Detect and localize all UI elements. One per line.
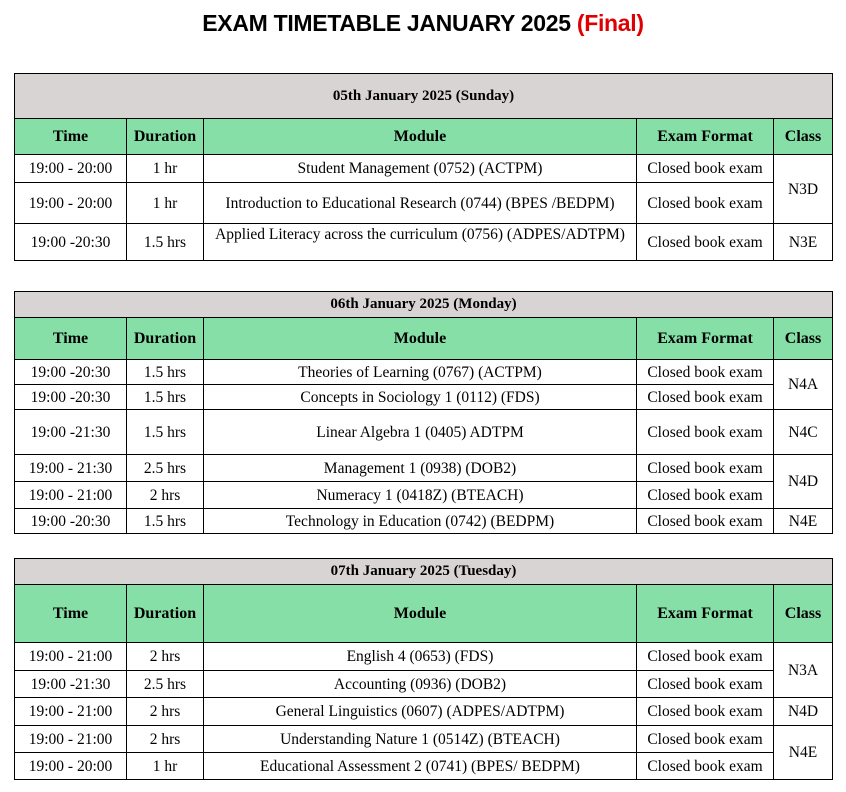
cell-module: Technology in Education (0742) (BEDPM) — [204, 509, 637, 534]
table-row — [15, 360, 833, 385]
col-module: Module — [204, 318, 637, 360]
col-format: Exam Format — [637, 585, 774, 643]
table-row — [15, 753, 833, 780]
cell-format: Closed book exam — [637, 509, 774, 534]
day-date: 06th January 2025 (Monday) — [15, 292, 833, 318]
col-time: Time — [15, 119, 127, 155]
table-row — [15, 509, 833, 534]
cell-time: 19:00 - 20:00 — [15, 155, 127, 183]
cell-duration: 1.5 hrs — [127, 360, 204, 385]
day-header — [15, 292, 833, 318]
page-title — [0, 10, 846, 37]
cell-format: Closed book exam — [637, 183, 774, 224]
cell-duration: 1 hr — [127, 753, 204, 780]
cell-module: Accounting (0936) (DOB2) — [204, 671, 637, 698]
cell-module: English 4 (0653) (FDS) — [204, 643, 637, 671]
cell-module: Introduction to Educational Research (0744) (BPES /BEDPM) — [204, 183, 637, 224]
cell-format: Closed book exam — [637, 410, 774, 455]
table-row — [15, 183, 833, 224]
timetable-day-1 — [14, 73, 833, 261]
table-row — [15, 155, 833, 183]
col-duration: Duration — [127, 585, 204, 643]
cell-format: Closed book exam — [637, 698, 774, 726]
cell-time: 19:00 -21:30 — [15, 671, 127, 698]
cell-module: General Linguistics (0607) (ADPES/ADTPM) — [204, 698, 637, 726]
cell-class: N4D — [774, 455, 833, 509]
table-row — [15, 410, 833, 455]
cell-class: N4A — [774, 360, 833, 410]
column-header-row — [15, 119, 833, 155]
title-status: (Final) — [576, 10, 644, 36]
cell-format: Closed book exam — [637, 455, 774, 482]
table-row — [15, 455, 833, 482]
day-header — [15, 559, 833, 585]
col-time: Time — [15, 585, 127, 643]
col-format: Exam Format — [637, 318, 774, 360]
cell-class: N4C — [774, 410, 833, 455]
cell-class: N4D — [774, 698, 833, 726]
cell-duration: 1.5 hrs — [127, 410, 204, 455]
cell-format: Closed book exam — [637, 224, 774, 261]
cell-time: 19:00 - 21:00 — [15, 482, 127, 509]
cell-time: 19:00 -20:30 — [15, 385, 127, 410]
cell-time: 19:00 - 20:00 — [15, 183, 127, 224]
col-module: Module — [204, 119, 637, 155]
cell-class: N4E — [774, 509, 833, 534]
timetable-day-2 — [14, 291, 833, 534]
table-row — [15, 224, 833, 261]
cell-time: 19:00 -21:30 — [15, 410, 127, 455]
cell-module: Educational Assessment 2 (0741) (BPES/ BEDPM) — [204, 753, 637, 780]
cell-format: Closed book exam — [637, 155, 774, 183]
cell-duration: 2.5 hrs — [127, 455, 204, 482]
cell-module: Numeracy 1 (0418Z) (BTEACH) — [204, 482, 637, 509]
day-date: 05th January 2025 (Sunday) — [15, 74, 833, 119]
cell-format: Closed book exam — [637, 726, 774, 753]
col-duration: Duration — [127, 119, 204, 155]
cell-time: 19:00 -20:30 — [15, 224, 127, 261]
cell-time: 19:00 - 21:30 — [15, 455, 127, 482]
cell-duration: 2 hrs — [127, 698, 204, 726]
column-header-row — [15, 585, 833, 643]
table-row — [15, 643, 833, 671]
cell-module: Management 1 (0938) (DOB2) — [204, 455, 637, 482]
cell-time: 19:00 -20:30 — [15, 360, 127, 385]
table-row — [15, 671, 833, 698]
cell-time: 19:00 -20:30 — [15, 509, 127, 534]
cell-duration: 2 hrs — [127, 726, 204, 753]
cell-format: Closed book exam — [637, 360, 774, 385]
cell-module: Understanding Nature 1 (0514Z) (BTEACH) — [204, 726, 637, 753]
cell-module: Linear Algebra 1 (0405) ADTPM — [204, 410, 637, 455]
cell-time: 19:00 - 20:00 — [15, 753, 127, 780]
day-date: 07th January 2025 (Tuesday) — [15, 559, 833, 585]
col-duration: Duration — [127, 318, 204, 360]
cell-module: Student Management (0752) (ACTPM) — [204, 155, 637, 183]
cell-format: Closed book exam — [637, 482, 774, 509]
cell-duration: 2 hrs — [127, 482, 204, 509]
cell-format: Closed book exam — [637, 385, 774, 410]
cell-module: Concepts in Sociology 1 (0112) (FDS) — [204, 385, 637, 410]
table-row — [15, 698, 833, 726]
cell-format: Closed book exam — [637, 643, 774, 671]
table-row — [15, 726, 833, 753]
cell-class: N4E — [774, 726, 833, 780]
cell-module: Applied Literacy across the curriculum (0756) (ADPES/ADTPM) — [215, 226, 625, 243]
col-module: Module — [204, 585, 637, 643]
col-time: Time — [15, 318, 127, 360]
col-format: Exam Format — [637, 119, 774, 155]
cell-duration: 1 hr — [127, 183, 204, 224]
cell-duration: 1 hr — [127, 155, 204, 183]
cell-time: 19:00 - 21:00 — [15, 643, 127, 671]
title-main: EXAM TIMETABLE JANUARY 2025 — [202, 10, 571, 36]
table-row — [15, 482, 833, 509]
col-class: Class — [774, 119, 833, 155]
cell-duration: 2 hrs — [127, 643, 204, 671]
cell-module: Theories of Learning (0767) (ACTPM) — [204, 360, 637, 385]
cell-duration: 2.5 hrs — [127, 671, 204, 698]
timetable-day-3 — [14, 558, 833, 780]
cell-class: N3E — [774, 224, 833, 261]
cell-class: N3A — [774, 643, 833, 698]
day-header — [15, 74, 833, 119]
col-class: Class — [774, 318, 833, 360]
column-header-row — [15, 318, 833, 360]
cell-time: 19:00 - 21:00 — [15, 698, 127, 726]
cell-time: 19:00 - 21:00 — [15, 726, 127, 753]
cell-duration: 1.5 hrs — [127, 509, 204, 534]
col-class: Class — [774, 585, 833, 643]
cell-duration: 1.5 hrs — [127, 385, 204, 410]
cell-format: Closed book exam — [637, 671, 774, 698]
table-row — [15, 385, 833, 410]
cell-format: Closed book exam — [637, 753, 774, 780]
cell-class: N3D — [774, 155, 833, 224]
cell-duration: 1.5 hrs — [127, 224, 204, 261]
